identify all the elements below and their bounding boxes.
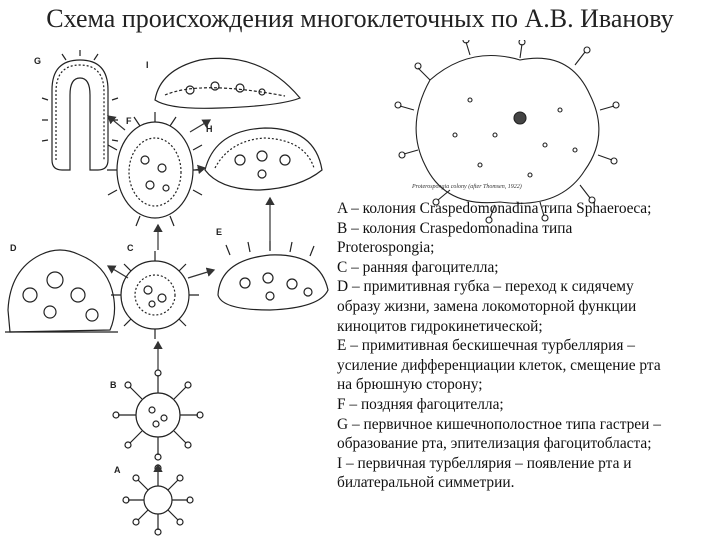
label-c: C (127, 243, 134, 253)
label-i: I (146, 60, 149, 70)
label-b: B (110, 380, 117, 390)
legend-line: билатеральной симметрии. (337, 474, 515, 492)
legend-line: на брюшную сторону; (337, 376, 483, 394)
organism-h-turbellarian (205, 128, 322, 190)
legend-line: F – поздняя фагоцителла; (337, 395, 504, 413)
legend-line: образование рта, эпителизация фагоцитобласта; (337, 435, 652, 453)
organism-g-gastraea (42, 50, 118, 170)
organism-d-primitive-sponge (5, 250, 118, 332)
legend-line: Proterospongia; (337, 239, 435, 257)
label-a: A (114, 465, 121, 475)
slide-title: Схема происхождения многоклеточных по А.В. Иванову (46, 4, 674, 33)
legend-line: усиление дифференциации клеток, смещение рта (337, 356, 661, 374)
legend-line: I – первичная турбеллярия – появление рта и (337, 454, 632, 472)
label-g: G (34, 56, 42, 66)
legend-line: B – колония Craspedomonadina типа (337, 219, 573, 237)
organism-f-late-phagocytella (107, 112, 203, 226)
label-d: D (10, 243, 17, 253)
legend-list (337, 199, 717, 493)
proterospongia-colony-drawing (395, 40, 619, 223)
colony-caption: Proterospongia colony (after Thomsen, 1922) (412, 184, 522, 190)
organism-c-early-phagocytella (111, 251, 199, 339)
legend-line: D – примитивная губка – переход к сидячему (337, 278, 634, 296)
label-e: E (216, 227, 223, 237)
label-f: F (126, 116, 132, 126)
legend-line: образу жизни, замена локомоторной функции (337, 297, 637, 315)
legend-line: E – примитивная бескишечная турбеллярия – (337, 337, 635, 355)
organism-a-sphaeroeca-colony (123, 465, 193, 535)
organism-i-turbellarian (155, 58, 300, 108)
legend-line: A – колония Craspedomonadina типа Sphaeroeca; (337, 200, 652, 217)
organism-b-proterospongia-colony (113, 370, 203, 460)
legend-line: C – ранняя фагоцителла; (337, 258, 499, 276)
label-h: H (206, 124, 213, 134)
legend-line: киноцитов гидрокинетической; (337, 317, 543, 335)
organism-e-acoel (218, 241, 328, 310)
legend-line: G – первичное кишечнополостное типа гастреи – (337, 415, 661, 433)
